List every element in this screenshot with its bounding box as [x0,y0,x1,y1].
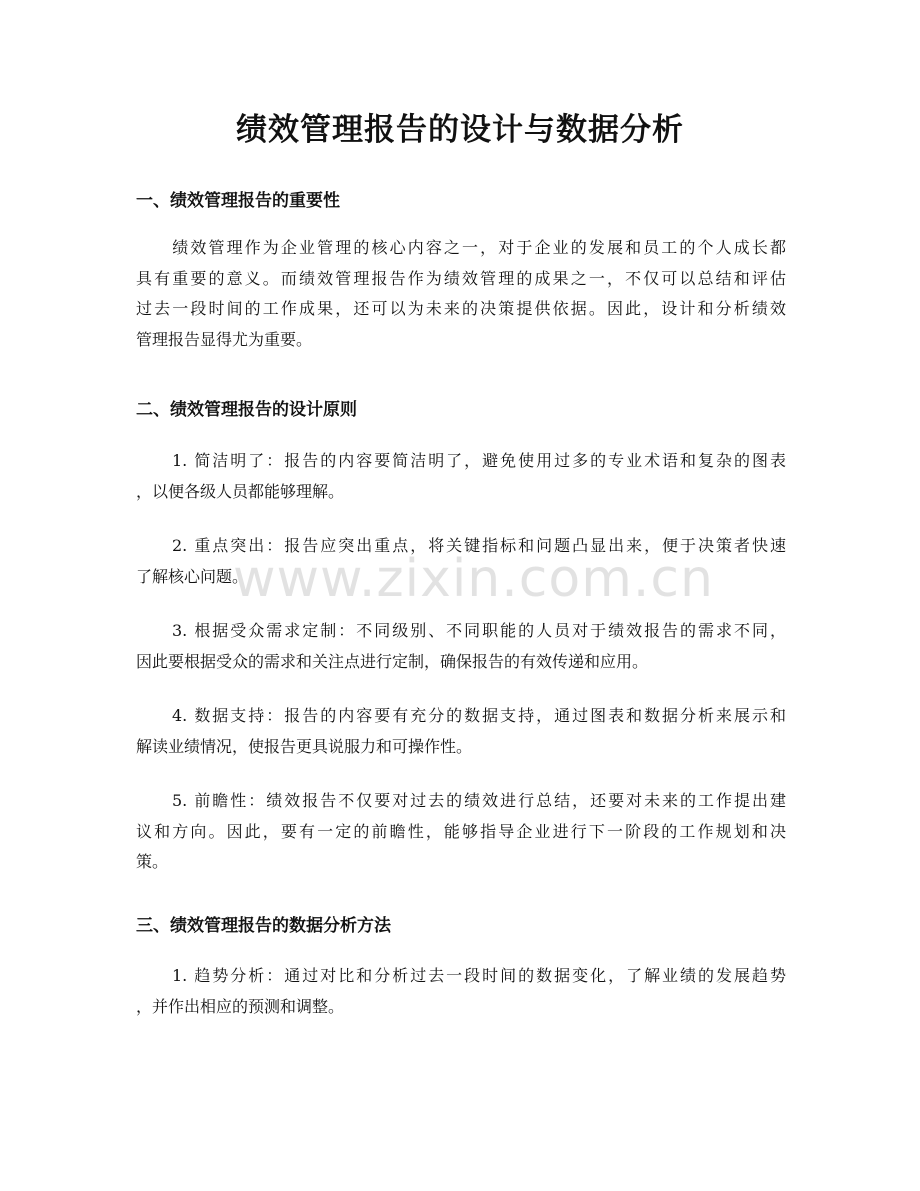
paragraph-importance [136,233,786,355]
page-title: 绩效管理报告的设计与数据分析 [236,112,684,148]
paragraph-line: 5. 前瞻性：绩效报告不仅要对过去的绩效进行总结，还要对未来的工作提出建 [136,791,786,810]
section-heading-design-principles: 二、绩效管理报告的设计原则 [136,400,357,420]
paragraph-line: 具有重要的意义。而绩效管理报告作为绩效管理的成果之一，不仅可以总结和评估 [136,268,786,288]
paragraph-line: 策。 [136,852,169,871]
paragraph-principle-1 [136,446,786,507]
paragraph-line: 解读业绩情况，使报告更具说服力和可操作性。 [136,736,473,756]
paragraph-principle-4 [136,701,786,762]
watermark: www.zixin.com.cn [233,549,714,609]
paragraph-line: 因此要根据受众的需求和关注点进行定制，确保报告的有效传递和应用。 [136,651,649,671]
paragraph-principle-5 [136,786,786,878]
paragraph-line: ，以便各级人员都能够理解。 [136,481,345,501]
paragraph-line: ，并作出相应的预测和调整。 [136,996,345,1016]
paragraph-principle-2 [136,531,786,592]
paragraph-line: 绩效管理作为企业管理的核心内容之一，对于企业的发展和员工的个人成长都 [136,238,786,257]
paragraph-line: 2. 重点突出：报告应突出重点，将关键指标和问题凸显出来，便于决策者快速 [136,536,786,555]
paragraph-line: 过去一段时间的工作成果，还可以为未来的决策提供依据。因此，设计和分析绩效 [136,299,786,318]
paragraph-line: 1. 趋势分析：通过对比和分析过去一段时间的数据变化，了解业绩的发展趋势 [136,966,786,985]
section-heading-analysis-methods: 三、绩效管理报告的数据分析方法 [136,916,391,936]
paragraph-line: 了解核心问题。 [136,566,249,586]
paragraph-method-1 [136,961,786,1022]
section-heading-importance: 一、绩效管理报告的重要性 [136,191,340,211]
paragraph-principle-3 [136,616,786,677]
paragraph-line: 4. 数据支持：报告的内容要有充分的数据支持，通过图表和数据分析来展示和 [136,706,786,725]
paragraph-line: 1. 简洁明了：报告的内容要简洁明了，避免使用过多的专业术语和复杂的图表 [136,451,786,470]
paragraph-line: 3. 根据受众需求定制：不同级别、不同职能的人员对于绩效报告的需求不同， [136,621,786,640]
paragraph-line: 管理报告显得尤为重要。 [136,329,313,349]
paragraph-line: 议和方向。因此，要有一定的前瞻性，能够指导企业进行下一阶段的工作规划和决 [136,821,786,841]
